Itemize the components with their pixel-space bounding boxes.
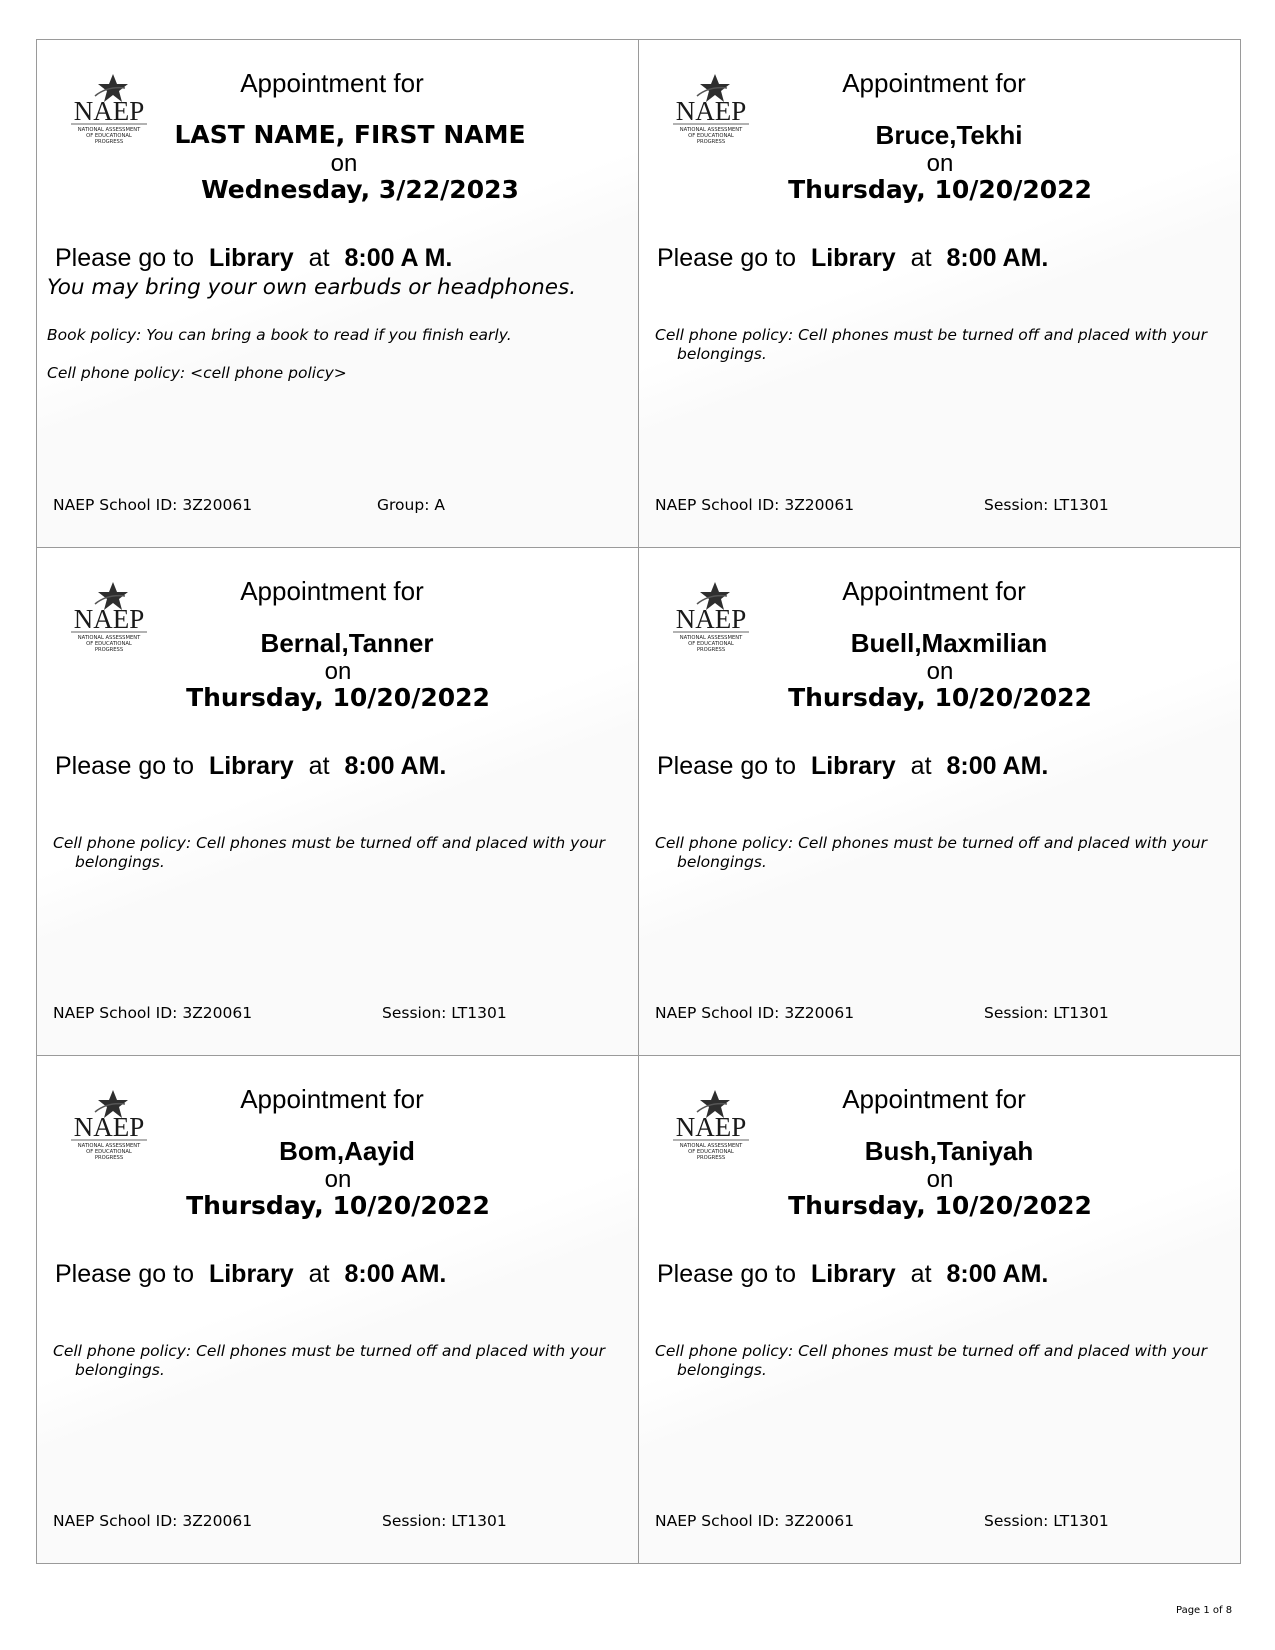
logo-line-3: PROGRESS — [94, 1155, 124, 1161]
location-line — [55, 244, 452, 273]
logo-wordmark: NAEP — [73, 96, 145, 126]
student-name: Bruce,Tekhi — [875, 120, 1023, 150]
student-name: Bernal,Tanner — [260, 628, 434, 658]
please-go-to-label: Please go to — [657, 1260, 796, 1288]
appointment-card — [37, 40, 639, 548]
at-label: at — [910, 752, 932, 780]
on-label: on — [926, 658, 954, 685]
logo-line-1: NATIONAL ASSESSMENT — [77, 1143, 141, 1149]
appointment-for-label: Appointment for — [842, 1084, 1026, 1114]
logo-line-2: OF EDUCATIONAL — [688, 133, 734, 139]
appointment-card — [37, 548, 639, 1056]
logo-wordmark: NAEP — [675, 1112, 747, 1142]
logo-line-2: OF EDUCATIONAL — [86, 1149, 132, 1155]
on-label: on — [324, 1166, 352, 1193]
student-name: Bom,Aayid — [279, 1136, 415, 1166]
appointment-date: Thursday, 10/20/2022 — [788, 683, 1092, 712]
appointment-date: Wednesday, 3/22/2023 — [201, 175, 519, 204]
appointment-time: 8:00 AM. — [344, 1260, 447, 1288]
on-label: on — [926, 150, 954, 177]
student-name: Buell,Maxmilian — [850, 628, 1048, 658]
session-label: Session: LT1301 — [382, 1004, 507, 1022]
appointment-card — [639, 1056, 1241, 1564]
appointment-for-label: Appointment for — [842, 68, 1026, 98]
location: Library — [208, 752, 294, 780]
at-label: at — [910, 244, 932, 272]
school-id-label: NAEP School ID: — [53, 1512, 178, 1530]
student-name: Bush,Taniyah — [864, 1136, 1034, 1166]
cell-phone-policy: Cell phone policy: Cell phones must be turned off and placed with your belongings. — [655, 1342, 1208, 1379]
on-label: on — [926, 1166, 954, 1193]
logo-wordmark: NAEP — [675, 96, 747, 126]
cell-phone-policy: Cell phone policy: Cell phones must be turned off and placed with your belongings. — [655, 834, 1208, 871]
cell-phone-policy: Cell phone policy: <cell phone policy> — [47, 364, 347, 382]
location: Library — [208, 1260, 294, 1288]
location-line — [55, 1260, 446, 1289]
appointment-time: 8:00 AM. — [344, 752, 447, 780]
at-label: at — [910, 1260, 932, 1288]
school-id-label: NAEP School ID: — [655, 1004, 780, 1022]
logo-line-2: OF EDUCATIONAL — [86, 133, 132, 139]
session-label: Session: LT1301 — [382, 1512, 507, 1530]
school-id — [53, 1512, 252, 1530]
school-id-value: 3Z20061 — [784, 496, 855, 514]
at-label: at — [308, 1260, 330, 1288]
logo-line-1: NATIONAL ASSESSMENT — [679, 635, 743, 641]
at-label: at — [308, 244, 330, 272]
logo-wordmark: NAEP — [73, 604, 145, 634]
school-id — [53, 496, 252, 514]
on-label: on — [330, 150, 358, 177]
logo-line-1: NATIONAL ASSESSMENT — [679, 1143, 743, 1149]
school-id-value: 3Z20061 — [784, 1512, 855, 1530]
appointment-date: Thursday, 10/20/2022 — [788, 175, 1092, 204]
please-go-to-label: Please go to — [657, 752, 796, 780]
logo-line-2: OF EDUCATIONAL — [688, 641, 734, 647]
location-line — [657, 244, 1048, 273]
appointment-card — [639, 40, 1241, 548]
appointment-sheet — [36, 39, 1241, 1564]
at-label: at — [308, 752, 330, 780]
school-id — [655, 496, 854, 514]
appointment-time: 8:00 AM. — [946, 752, 1049, 780]
session-label: Session: LT1301 — [984, 496, 1109, 514]
cell-phone-policy: Cell phone policy: Cell phones must be turned off and placed with your belongings. — [53, 834, 606, 871]
school-id-label: NAEP School ID: — [53, 496, 178, 514]
school-id-value: 3Z20061 — [182, 1004, 253, 1022]
location-line — [657, 752, 1048, 781]
school-id-label: NAEP School ID: — [53, 1004, 178, 1022]
book-policy: Book policy: You can bring a book to read if you finish early. — [47, 326, 512, 344]
cell-phone-policy: Cell phone policy: Cell phones must be turned off and placed with your belongings. — [53, 1342, 606, 1379]
logo-line-3: PROGRESS — [696, 139, 726, 145]
student-name: LAST NAME, FIRST NAME — [174, 120, 526, 149]
school-id-value: 3Z20061 — [182, 1512, 253, 1530]
appointment-time: 8:00 A M. — [344, 244, 453, 272]
please-go-to-label: Please go to — [55, 244, 194, 272]
page-number: Page 1 of 8 — [1176, 1605, 1233, 1616]
location: Library — [208, 244, 294, 272]
session-label: Session: LT1301 — [984, 1004, 1109, 1022]
appointment-date: Thursday, 10/20/2022 — [186, 1191, 490, 1220]
logo-line-1: NATIONAL ASSESSMENT — [679, 127, 743, 133]
logo-line-3: PROGRESS — [696, 647, 726, 653]
please-go-to-label: Please go to — [55, 752, 194, 780]
group-label: Group: A — [377, 496, 445, 514]
school-id-label: NAEP School ID: — [655, 1512, 780, 1530]
logo-line-1: NATIONAL ASSESSMENT — [77, 635, 141, 641]
please-go-to-label: Please go to — [657, 244, 796, 272]
location-line — [55, 752, 446, 781]
logo-line-1: NATIONAL ASSESSMENT — [77, 127, 141, 133]
location: Library — [810, 244, 896, 272]
please-go-to-label: Please go to — [55, 1260, 194, 1288]
logo-line-3: PROGRESS — [696, 1155, 726, 1161]
logo-line-2: OF EDUCATIONAL — [86, 641, 132, 647]
appointment-date: Thursday, 10/20/2022 — [186, 683, 490, 712]
earbuds-note: You may bring your own earbuds or headphones. — [47, 275, 577, 300]
logo-line-3: PROGRESS — [94, 647, 124, 653]
logo-wordmark: NAEP — [73, 1112, 145, 1142]
school-id-value: 3Z20061 — [784, 1004, 855, 1022]
school-id-value: 3Z20061 — [182, 496, 253, 514]
appointment-time: 8:00 AM. — [946, 244, 1049, 272]
logo-line-2: OF EDUCATIONAL — [688, 1149, 734, 1155]
school-id-label: NAEP School ID: — [655, 496, 780, 514]
appointment-for-label: Appointment for — [842, 576, 1026, 606]
appointment-card — [639, 548, 1241, 1056]
logo-wordmark: NAEP — [675, 604, 747, 634]
location-line — [657, 1260, 1048, 1289]
appointment-date: Thursday, 10/20/2022 — [788, 1191, 1092, 1220]
school-id — [655, 1004, 854, 1022]
logo-line-3: PROGRESS — [94, 139, 124, 145]
appointment-for-label: Appointment for — [240, 1084, 424, 1114]
school-id — [655, 1512, 854, 1530]
appointment-for-label: Appointment for — [240, 576, 424, 606]
appointment-time: 8:00 AM. — [946, 1260, 1049, 1288]
appointment-for-label: Appointment for — [240, 68, 424, 98]
on-label: on — [324, 658, 352, 685]
location: Library — [810, 1260, 896, 1288]
school-id — [53, 1004, 252, 1022]
appointment-card — [37, 1056, 639, 1564]
session-label: Session: LT1301 — [984, 1512, 1109, 1530]
location: Library — [810, 752, 896, 780]
cell-phone-policy: Cell phone policy: Cell phones must be turned off and placed with your belongings. — [655, 326, 1208, 363]
